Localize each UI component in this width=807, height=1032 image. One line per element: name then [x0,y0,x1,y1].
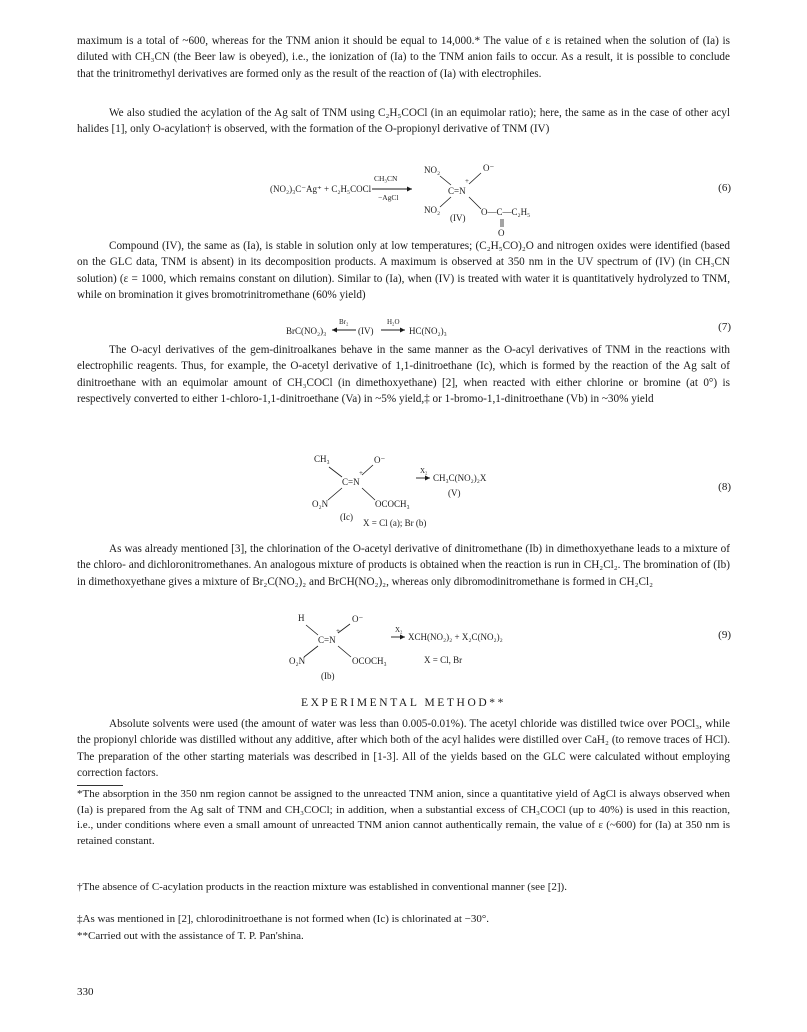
equation-7-number: (7) [718,321,731,333]
eq8-o2n: O₂N [312,499,329,509]
eq7-right-arrow-label: H₂O [387,318,400,326]
equation-6 [0,158,807,238]
eq9-products: XCH(NO₂)₂ + X₂C(NO₂)₂ [408,632,503,642]
eq9-h: H [298,613,305,623]
equation-8-number: (8) [718,481,731,493]
paragraph-2: We also studied the acylation of the Ag salt of TNM using C₂H₅COCl (in an equimolar ratio); here, the same as in the case of other acyl halides [1], only O-acylation† is observed, with the formation of the O-propionyl derivative of TNM (IV) [77,107,730,136]
eq8-arrow-label: X₂ [420,467,428,475]
paragraph-5: As was already mentioned [3], the chlorination of the O-acetyl derivative of dinitromethane (Ib) in dimethoxyethane leads to a mixture of the chloro- and dichloronitromethanes. An analogous mixture of products is obtained when the reaction is run in CH₂Cl₂. The bromination of (Ib) in dimethoxyethane gives a mixture of Br₂C(NO₂)₂ and BrCH(NO₂)₂, whereas only dibromodinitromethane is formed in CH₂Cl₂ [77,543,730,588]
eq8-x-values: X = Cl (a); Br (b) [363,518,427,528]
eq8-plus: + [359,469,363,477]
equation-9 [0,609,807,685]
equation-6-number: (6) [718,182,731,194]
eq9-plus: + [336,627,340,635]
footnote-rule [77,785,123,786]
eq6-c-eq-n: C=N [448,186,466,196]
eq6-no2-bottom: NO₂ [424,205,441,215]
eq7-right: HC(NO₂)₃ [409,326,447,336]
eq8-compound-label: (Ic) [340,512,353,522]
eq6-under-arrow: −AgCl [378,193,399,202]
eq9-compound-label: (Ib) [321,671,335,681]
eq8-o-minus: O⁻ [374,455,386,465]
paragraph-3: Compound (IV), the same as (Ia), is stable in solution only at low temperatures; (C₂H₅CO)₂O and nitrogen oxides were identified (based on the GLC data, TNM is absent) in its decomposition products. A maximum is observed at 350 nm in the UV spectrum of (IV) (in CH₃CN solution) (ε = 1000, which remains constant on dilution). Similar to (Ia), when (IV) is treated with water it is quantitatively hydrolyzed to TNM, while on bromination it gives bromotrinitromethane (60% yield) [77,240,730,301]
equation-8-structure [0,450,807,532]
eq7-left-arrow-head [332,328,337,333]
eq7-right-arrow-head [400,328,405,333]
eq8-product: CH₃C(NO₂)₂X [433,473,487,483]
eq8-arrow-head [425,476,430,481]
equation-9-structure [0,609,807,685]
eq8-ococh3: OCOCH₃ [375,499,410,509]
page-number: 330 [77,986,94,998]
footnote-double-star: **Carried out with the assistance of T. P. Pan'shina. [77,930,304,942]
eq9-arrow-label: X₂ [395,626,403,634]
equation-7 [0,317,807,339]
eq8-c-eq-n: C=N [342,477,360,487]
paragraph-4: The O-acyl derivatives of the gem-dinitroalkanes behave in the same manner as the O-acyl derivatives of TNM in the reactions with electrophilic reagents. Thus, for example, the O-acetyl derivative of 1,1-dinitroethane (Ic), which is formed by the reaction of the Ag salt of dinitroethane with an equimolar amount of CH₃COCl (in dimethoxyethane) [2], when reacted with either chlorine or bromine (at 0°) is respectively converted to either 1-chloro-1,1-dinitroethane (Va) in ~5% yield,‡ or 1-bromo-1,1-dinitroethane (Vb) in ~30% yield [77,344,730,405]
eq8-product-id: (V) [448,488,461,498]
eq9-x-values: X = Cl, Br [424,655,463,665]
eq6-compound-label: (IV) [450,213,466,223]
equation-8 [0,450,807,532]
footnote-double-dagger: ‡As was mentioned in [2], chlorodinitroethane is not formed when (Ic) is chlorinated at −30°. [77,913,489,925]
eq6-arrow-head [407,187,412,192]
footnote-dagger: †The absence of C-acylation products in the reaction mixture was established in conventional manner (see [2]). [77,881,567,893]
section-heading: EXPERIMENTAL METHOD** [301,697,506,709]
equation-9-number: (9) [718,629,731,641]
eq6-ester: O—C—C₂H₅ [481,207,531,217]
eq6-o-minus: O⁻ [483,163,495,173]
footnote-star: *The absorption in the 350 nm region cannot be assigned to the unreacted TNM anion, since a quantitative yield of AgCl is always observed when (Ia) is prepared from the Ag salt of TNM and CH₃COCl; in addition, when a substantial excess of CH₃COCl (up to 40%) is used in this reaction, i.e., under conditions where even a small amount of unreacted TNM anion cannot authentically remain, the value of ε (~600) for (Ia) at 350 nm is retained constant. [77,788,730,847]
eq6-carbonyl-o: O [498,228,505,238]
eq9-c-eq-n: C=N [318,635,336,645]
eq9-o-minus: O⁻ [352,614,364,624]
eq9-o2n: O₂N [289,656,306,666]
paragraph-6: Absolute solvents were used (the amount of water was less than 0.005-0.01%). The acetyl chloride was distilled twice over POCl₃, while the propionyl chloride was distilled without any additive, after which both of the acyl halides were distilled over CaH₂ (to remove traces of HCl). The preparation of the other starting materials was described in [1-3]. All of the yields based on the GLC were calculated without employing correction factors. [77,718,730,779]
eq7-left: BrC(NO₂)₃ [286,326,327,336]
eq6-reactants: (NO₂)₃C⁻Ag⁺ + C₂H₅COCl [270,184,372,194]
eq7-middle: (IV) [358,326,374,336]
eq8-ch3: CH₃ [314,454,330,464]
eq9-ococh3: OCOCH₃ [352,656,387,666]
eq6-plus: + [465,177,469,185]
equation-6-structure [0,158,807,238]
equation-7-structure [0,317,807,339]
eq9-arrow-head [400,635,405,640]
eq6-over-arrow: CH₃CN [374,174,398,183]
paragraph-1: maximum is a total of ~600, whereas for the TNM anion it should be equal to 14,000.* The value of ε is retained when the solution of (Ia) is diluted with CH₃CN (the Beer law is obeyed), i.e., the ionization of (Ia) to the TNM anion fails to occur. As a result, it is possible to conclude that the trinitromethyl derivatives are formed only as the result of the reaction of (Ia) with electrophiles. [77,35,730,80]
eq6-no2-top: NO₂ [424,165,441,175]
eq7-left-arrow-label: Br₂ [339,318,349,326]
